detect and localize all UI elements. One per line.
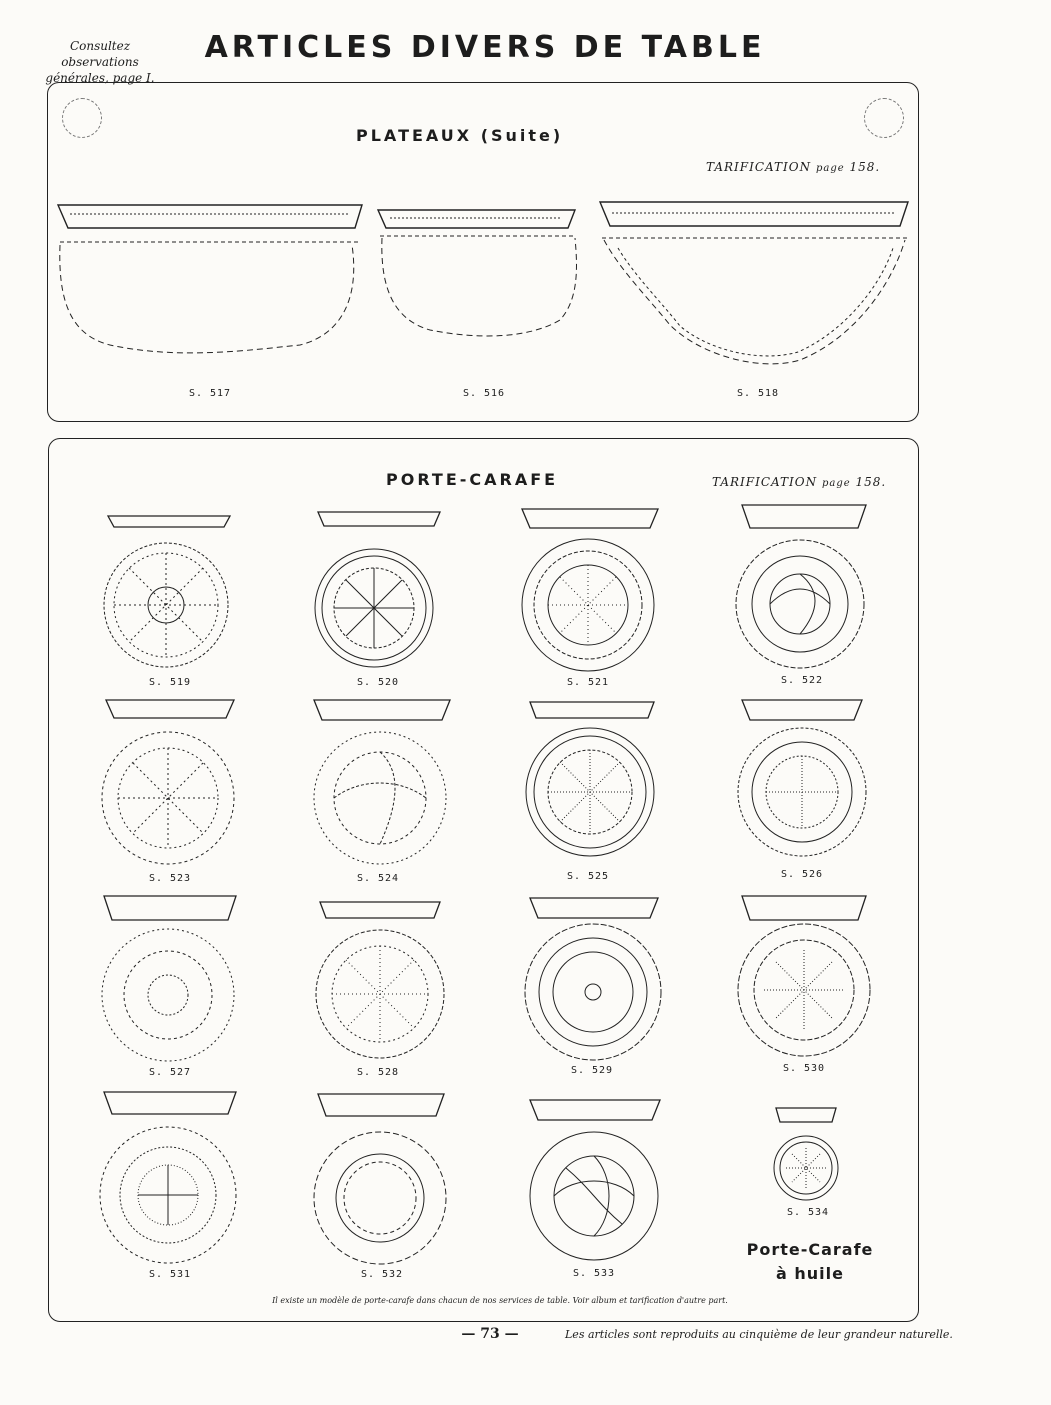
oil-carafe-label-line2: à huile [776,1264,844,1283]
coaster-s522-illustration [736,505,866,668]
coaster-s524-illustration [314,700,450,864]
coaster-s527-illustration [102,896,236,1061]
coaster-s528-illustration [316,902,444,1058]
item-ref-s519: S. 519 [148,677,192,688]
tray-s516-illustration [378,210,576,336]
item-ref-s531: S. 531 [148,1269,192,1280]
item-ref-s526: S. 526 [780,869,824,880]
item-ref-s520: S. 520 [356,677,400,688]
porte-carafe-tarif-page-number: 158. [855,475,887,489]
porte-carafe-tarif-page-word: page [821,478,851,489]
plateaux-tarif-label: TARIFICATION [706,160,812,174]
item-ref-s522: S. 522 [780,675,824,686]
item-ref-s528: S. 528 [356,1067,400,1078]
item-ref-s517: S. 517 [188,388,232,399]
item-ref-s530: S. 530 [782,1063,826,1074]
item-ref-s521: S. 521 [566,677,610,688]
coaster-s520-illustration [315,512,440,667]
porte-carafe-tarif-label: TARIFICATION [712,475,818,489]
scale-note: Les articles sont reproduits au cinquième de leur grandeur naturelle. [565,1328,953,1341]
item-ref-s529: S. 529 [570,1065,614,1076]
header-note-line1: Consultez observations [61,39,139,69]
item-ref-s524: S. 524 [356,873,400,884]
page-number: — 73 — [461,1326,519,1342]
coaster-s526-illustration [738,700,866,856]
tray-s517-illustration [58,205,362,353]
porte-carafe-title: PORTE-CARAFE [386,470,559,489]
tray-s518-illustration [600,202,908,364]
plateaux-title: PLATEAUX (Suite) [356,126,564,145]
item-ref-s534: S. 534 [786,1207,830,1218]
page-title: ARTICLES DIVERS DE TABLE [204,30,766,65]
coaster-s519-illustration [104,516,230,667]
item-ref-s533: S. 533 [572,1268,616,1279]
item-ref-s516: S. 516 [462,388,506,399]
item-ref-s518: S. 518 [736,388,780,399]
coaster-s534-illustration [774,1108,838,1200]
porte-carafe-footnote: Il existe un modèle de porte-carafe dans chacun de nos services de table. Voir album et tarification d'autre part. [272,1296,728,1305]
item-ref-s523: S. 523 [148,873,192,884]
item-ref-s525: S. 525 [566,871,610,882]
coaster-s523-illustration [102,700,234,864]
coaster-s531-illustration [100,1092,236,1263]
header-note-line2: générales, page I. [45,71,155,85]
oil-carafe-label-line1: Porte-Carafe [746,1240,874,1259]
item-ref-s532: S. 532 [360,1269,404,1280]
item-ref-s527: S. 527 [148,1067,192,1078]
coaster-s521-illustration [522,509,658,671]
coaster-s525-illustration [526,702,654,856]
plateaux-tarif-page-word: page [815,163,845,174]
coaster-s533-illustration [530,1100,660,1260]
coaster-s530-illustration [738,896,870,1056]
coaster-s529-illustration [525,898,661,1060]
coaster-s532-illustration [314,1094,446,1264]
plateaux-tarif-page-number: 158. [849,160,881,174]
